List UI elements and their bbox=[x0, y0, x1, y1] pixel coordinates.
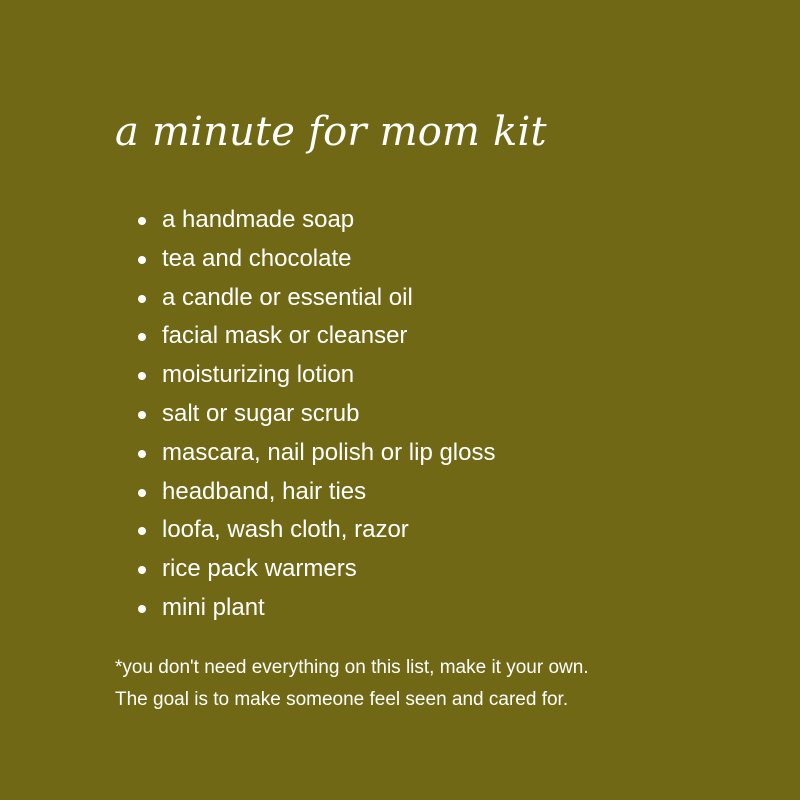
bullet-icon bbox=[138, 256, 146, 264]
list-item bbox=[136, 473, 495, 512]
list-item-label: moisturizing lotion bbox=[162, 361, 355, 389]
bullet-icon bbox=[138, 333, 146, 341]
list-item bbox=[136, 356, 495, 395]
list-item-label: headband, hair ties bbox=[162, 477, 367, 505]
kit-item-list bbox=[136, 201, 495, 628]
bullet-icon bbox=[138, 295, 146, 303]
list-item bbox=[136, 434, 495, 473]
list-item bbox=[136, 550, 495, 589]
bullet-icon bbox=[138, 411, 146, 419]
footnote-line-1: *you don't need everything on this list, make it your own. bbox=[115, 657, 589, 678]
footnote-line-2: The goal is to make someone feel seen and cared for. bbox=[115, 689, 569, 710]
list-item-label: tea and chocolate bbox=[162, 244, 352, 272]
list-item-label: mini plant bbox=[162, 593, 265, 621]
list-item-label: mascara, nail polish or lip gloss bbox=[162, 438, 496, 466]
list-item bbox=[136, 395, 495, 434]
list-item bbox=[136, 240, 495, 279]
list-item-label: facial mask or cleanser bbox=[162, 322, 408, 350]
list-item-label: a handmade soap bbox=[162, 206, 355, 233]
list-item bbox=[136, 279, 495, 318]
kit-title: a minute for mom kit bbox=[115, 109, 547, 155]
bullet-icon bbox=[138, 489, 146, 497]
bullet-icon bbox=[138, 566, 146, 574]
list-item-label: rice pack warmers bbox=[162, 555, 357, 583]
bullet-icon bbox=[138, 217, 146, 225]
list-item bbox=[136, 511, 495, 550]
list-item-label: a candle or essential oil bbox=[162, 283, 413, 311]
list-item-label: salt or sugar scrub bbox=[162, 399, 360, 427]
list-item bbox=[136, 589, 495, 628]
bullet-icon bbox=[138, 527, 146, 535]
bullet-icon bbox=[138, 605, 146, 613]
list-item bbox=[136, 317, 495, 356]
bullet-icon bbox=[138, 372, 146, 380]
bullet-icon bbox=[138, 450, 146, 458]
footnote bbox=[115, 652, 589, 716]
list-item-label: loofa, wash cloth, razor bbox=[162, 516, 409, 544]
list-item bbox=[136, 201, 495, 240]
